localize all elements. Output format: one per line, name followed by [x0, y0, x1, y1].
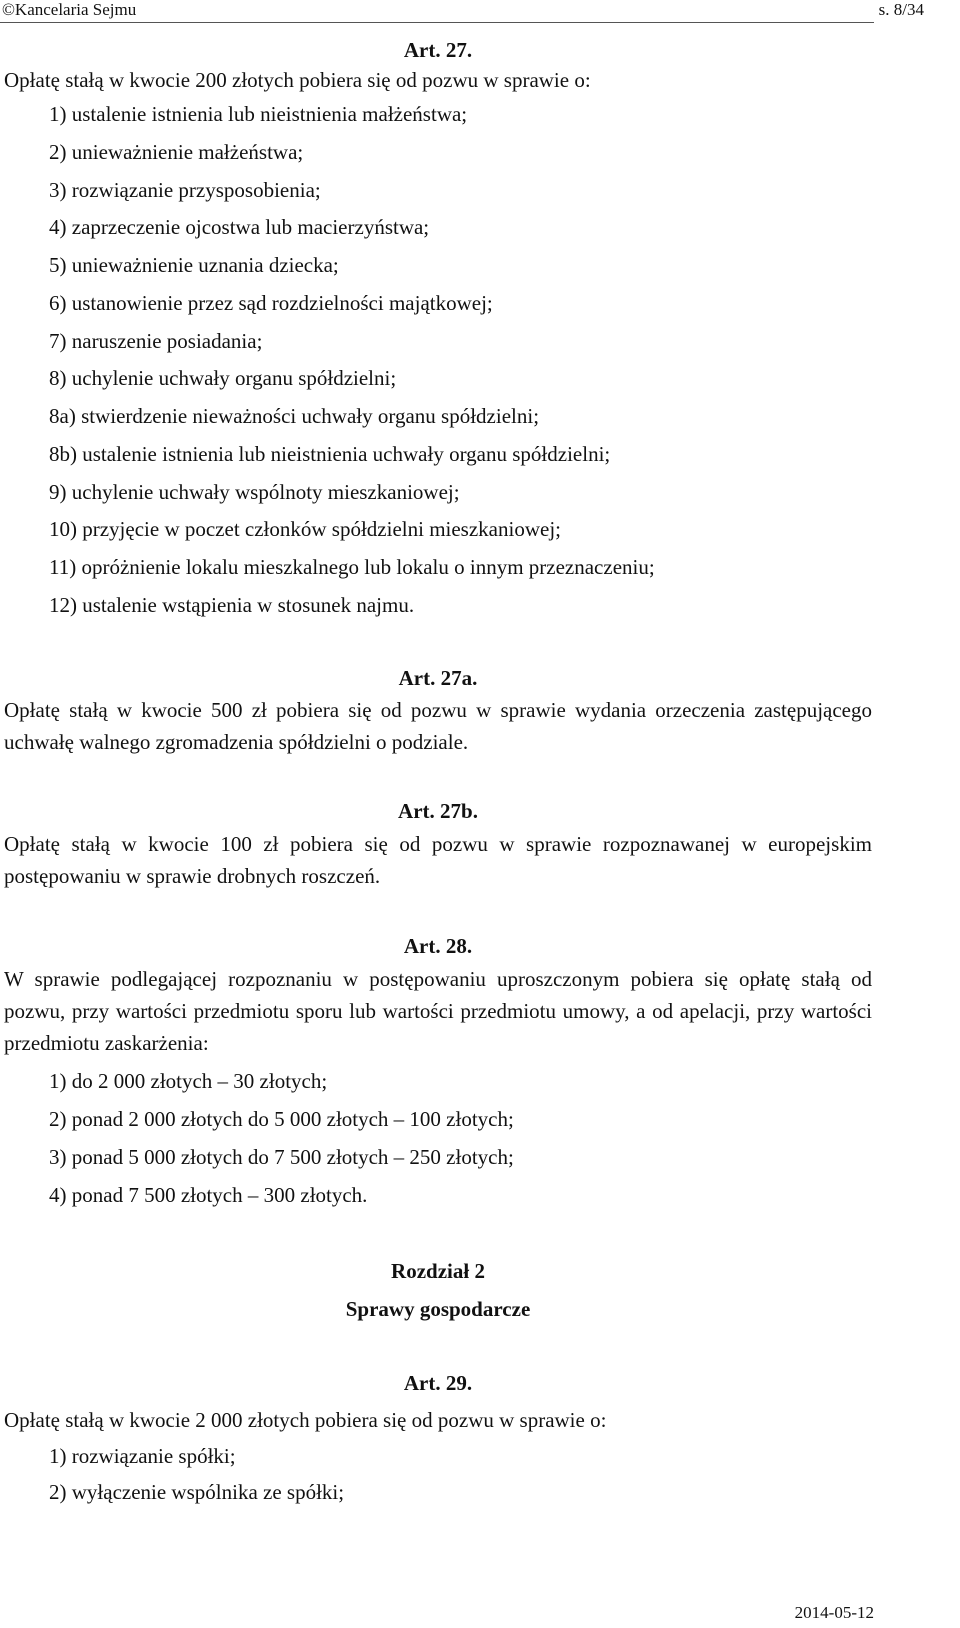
- list-item: 6) ustanowienie przez sąd rozdzielności majątkowej;: [49, 290, 493, 315]
- article-28-intro: W sprawie podlegającej rozpoznaniu w postępowaniu uproszczonym pobiera się opłatę stałą od pozwu, przy wartości przedmiotu sporu lub wartości przedmiotu umowy, a od apelacji, przy wartości przedmiotu zaskarżenia:: [4, 966, 872, 1055]
- document-content: [4, 37, 872, 1510]
- list-item: 11) opróżnienie lokalu mieszkalnego lub lokalu o innym przeznaczeniu;: [49, 555, 655, 579]
- list-item: 1) rozwiązanie spółki;: [49, 1443, 236, 1468]
- list-item: 2) ponad 2 000 złotych do 5 000 złotych – 100 złotych;: [49, 1106, 514, 1131]
- list-item: 3) ponad 5 000 złotych do 7 500 złotych – 250 złotych;: [49, 1144, 514, 1169]
- article-27b-heading: Art. 27b.: [398, 798, 478, 823]
- article-28-heading: Art. 28.: [403, 933, 473, 958]
- article-29-heading: Art. 29.: [403, 1370, 473, 1395]
- header-page-number: s. 8/34: [878, 0, 924, 19]
- article-27-intro: Opłatę stałą w kwocie 200 złotych pobiera się od pozwu w sprawie o:: [4, 68, 591, 92]
- list-item: 1) ustalenie istnienia lub nieistnienia małżeństwa;: [49, 102, 468, 126]
- article-27-list: [4, 96, 872, 625]
- article-27a-heading: Art. 27a.: [398, 665, 478, 690]
- list-item: 7) naruszenie posiadania;: [49, 328, 263, 353]
- list-item: 1) do 2 000 złotych – 30 złotych;: [49, 1068, 328, 1093]
- list-item: 4) zaprzeczenie ojcostwa lub macierzyństwa;: [49, 215, 430, 240]
- chapter-number: Rozdział 2: [391, 1258, 485, 1283]
- list-item: 8b) ustalenie istnienia lub nieistnienia uchwały organu spółdzielni;: [49, 441, 611, 466]
- list-item: 9) uchylenie uchwały wspólnoty mieszkaniowej;: [49, 479, 460, 504]
- article-27b-text: Opłatę stałą w kwocie 100 zł pobiera się od pozwu w sprawie rozpoznawanej w europejskim postępowaniu w sprawie drobnych roszczeń.: [4, 831, 872, 888]
- header-copyright: ©Kancelaria Sejmu: [2, 0, 137, 19]
- footer-date: 2014-05-12: [794, 1603, 874, 1622]
- list-item: 5) unieważnienie uznania dziecka;: [49, 253, 339, 277]
- header-divider: [0, 22, 874, 23]
- article-27-heading: Art. 27.: [403, 38, 473, 62]
- article-27a-text: Opłatę stałą w kwocie 500 zł pobiera się od pozwu w sprawie wydania orzeczenia zastępującego uchwałę walnego zgromadzenia spółdzielni o podziale.: [4, 697, 872, 754]
- list-item: 2) wyłączenie wspólnika ze spółki;: [49, 1479, 345, 1504]
- list-item: 2) unieważnienie małżeństwa;: [49, 139, 304, 164]
- list-item: 4) ponad 7 500 złotych – 300 złotych.: [49, 1182, 368, 1207]
- list-item: 3) rozwiązanie przysposobienia;: [49, 177, 321, 202]
- list-item: 8) uchylenie uchwały organu spółdzielni;: [49, 366, 397, 391]
- article-29-intro: Opłatę stałą w kwocie 2 000 złotych pobiera się od pozwu w sprawie o:: [4, 1407, 607, 1432]
- article-28-list: [4, 1062, 872, 1214]
- list-item: 10) przyjęcie w poczet członków spółdzielni mieszkaniowej;: [49, 517, 561, 542]
- list-item: 8a) stwierdzenie nieważności uchwały organu spółdzielni;: [49, 404, 540, 428]
- list-item: 12) ustalenie wstąpienia w stosunek najmu.: [49, 592, 415, 617]
- chapter-title: Sprawy gospodarcze: [345, 1296, 531, 1321]
- article-29-list: [4, 1438, 872, 1510]
